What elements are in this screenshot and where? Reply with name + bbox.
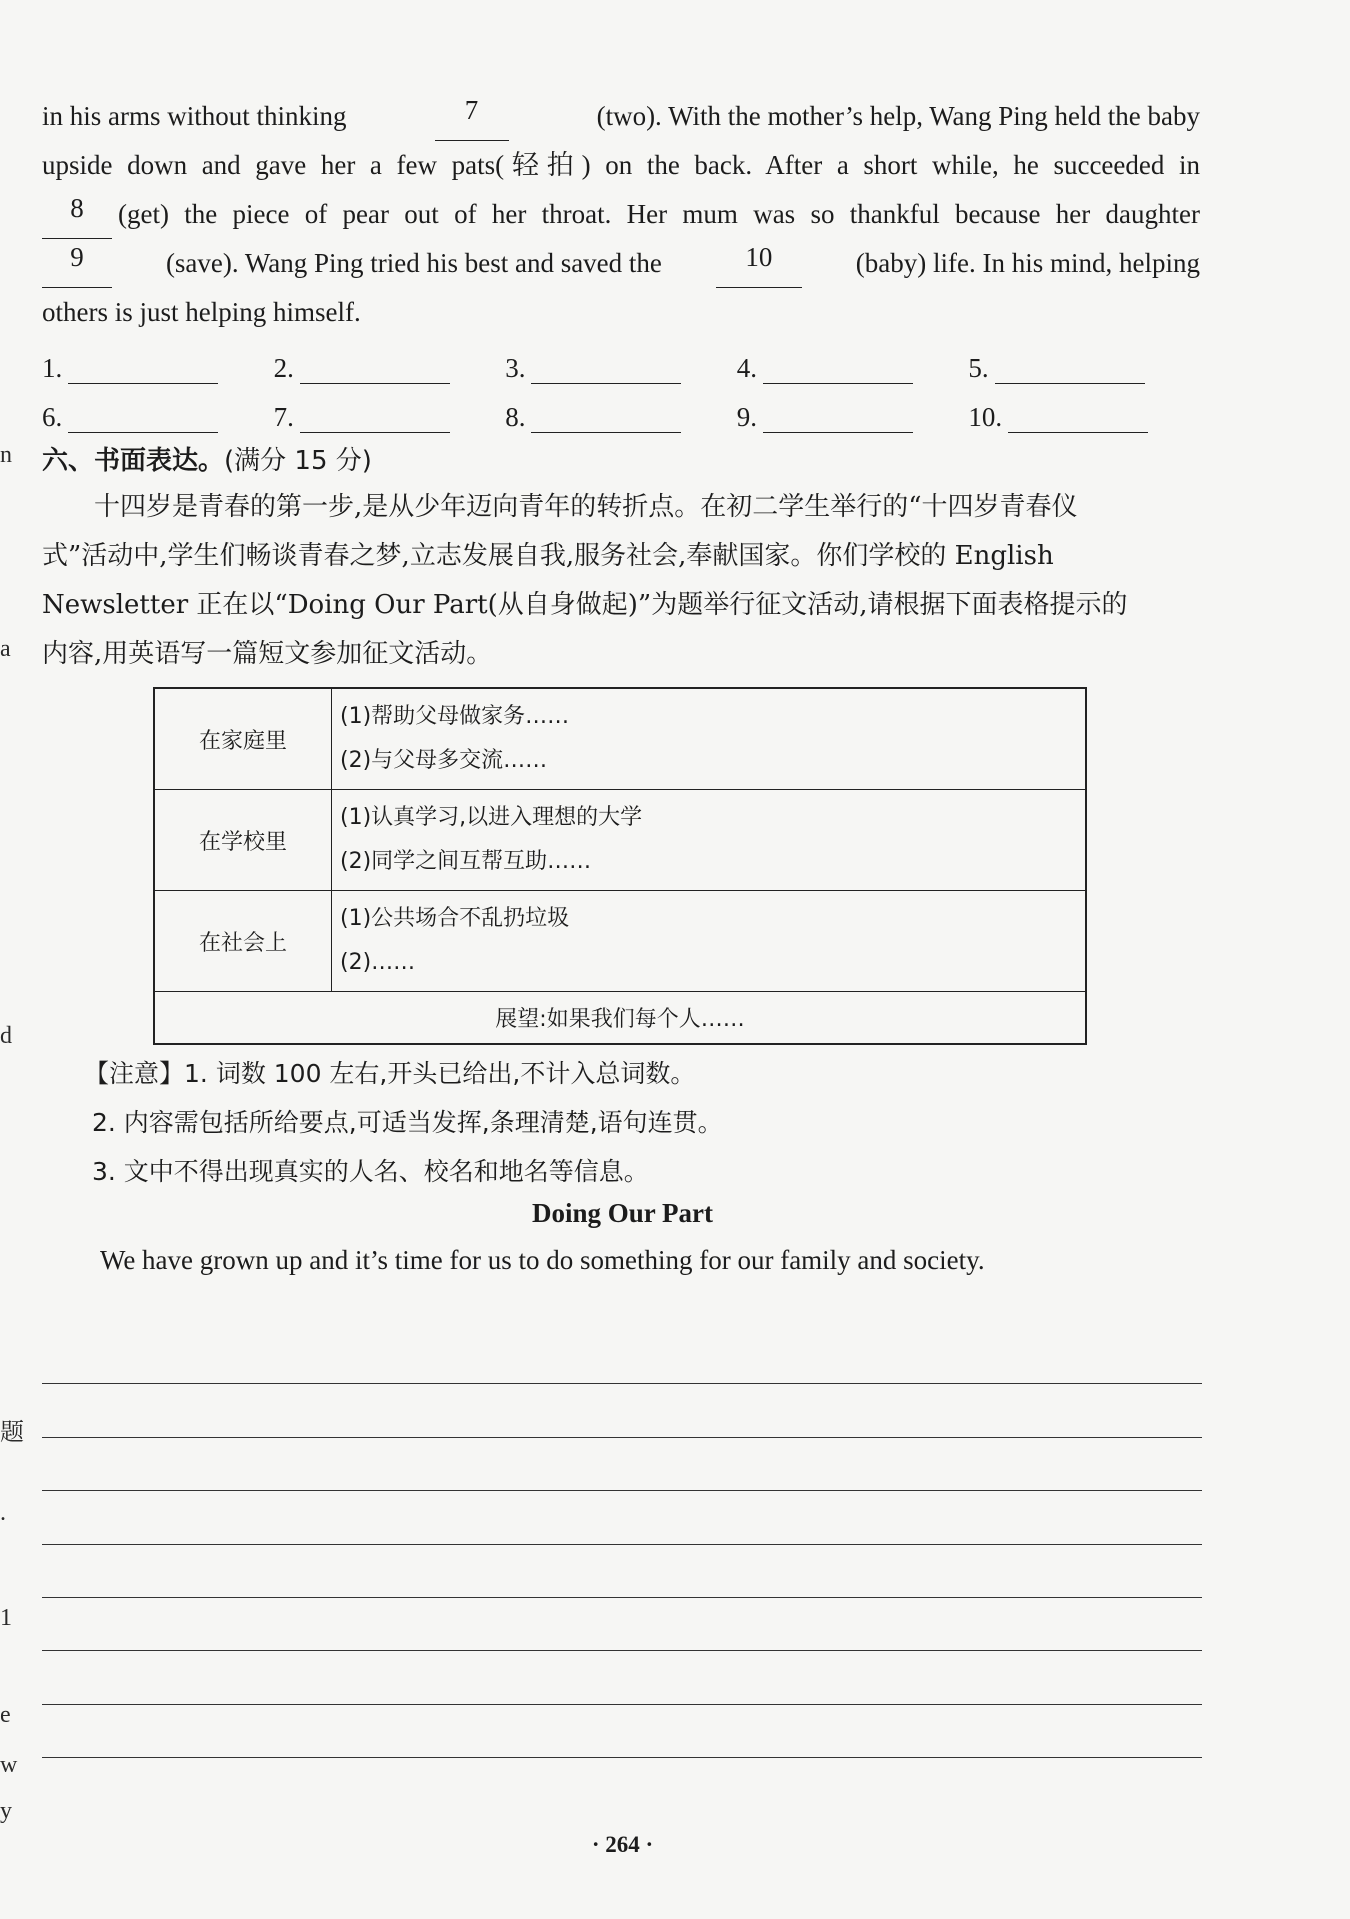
margin-fragment: a <box>0 636 11 662</box>
passage-line: others is just helping himself. <box>42 297 361 327</box>
answer-slot: 7. <box>274 402 506 433</box>
cloze-passage <box>42 92 1200 337</box>
writing-line[interactable] <box>42 1705 1202 1758</box>
writing-area[interactable] <box>42 1331 1202 1758</box>
passage-line: 8 (get) the piece of pear out of her throat. Her mum was so thankful because her daughter <box>42 190 1200 239</box>
answer-slot: 5. <box>968 353 1200 384</box>
answer-field[interactable] <box>531 404 681 433</box>
category-cell: 在社会上 <box>154 891 332 992</box>
answer-field[interactable] <box>300 404 450 433</box>
prompt-table <box>153 687 1087 1045</box>
writing-instructions: 十四岁是青春的第一步,是从少年迈向青年的转折点。在初二学生举行的“十四岁青春仪 式”活动中,学生们畅谈青春之梦,立志发展自我,服务社会,奉献国家。你们学校的 English Newsletter 正在以“Doing Our Part(从自身做起)”为题举行征文活动,请根据下面表格提示的 内容,用英语写一篇短文参加征文活动。 <box>42 492 1128 669</box>
writing-line[interactable] <box>42 1384 1202 1437</box>
answer-field[interactable] <box>763 355 913 384</box>
note-3: 3. 文中不得出现真实的人名、校名和地名等信息。 <box>92 1157 649 1186</box>
answer-slot: 9. <box>737 402 969 433</box>
notes <box>84 1049 723 1196</box>
items-cell: (1)公共场合不乱扔垃圾 (2)…… <box>332 891 1087 992</box>
blank-10: 10 <box>716 239 802 288</box>
answer-slot: 6. <box>42 402 274 433</box>
writing-line[interactable] <box>42 1438 1202 1491</box>
essay-opening: We have grown up and it’s time for us to do something for our family and society. <box>100 1245 985 1275</box>
items-cell: (1)帮助父母做家务…… (2)与父母多交流…… <box>332 688 1087 790</box>
table-row <box>154 688 1086 790</box>
blank-7: 7 <box>435 92 509 141</box>
margin-fragment: 题 <box>0 1420 24 1446</box>
items-cell: (1)认真学习,以进入理想的大学 (2)同学之间互帮互助…… <box>332 790 1087 891</box>
category-cell: 在学校里 <box>154 790 332 891</box>
margin-fragment: y <box>0 1798 12 1824</box>
note-2: 2. 内容需包括所给要点,可适当发挥,条理清楚,语句连贯。 <box>92 1108 723 1137</box>
margin-fragment: . <box>0 1500 6 1526</box>
note-1: 【注意】1. 词数 100 左右,开头已给出,不计入总词数。 <box>84 1059 696 1088</box>
answer-slot: 1. <box>42 353 274 384</box>
answer-slot: 4. <box>737 353 969 384</box>
answer-field[interactable] <box>1008 404 1148 433</box>
page-number: · 264 · <box>591 1832 654 1857</box>
answer-row <box>42 384 1200 433</box>
answer-field[interactable] <box>68 355 218 384</box>
answer-slot: 10. <box>968 402 1200 433</box>
writing-line[interactable] <box>42 1331 1202 1384</box>
writing-line[interactable] <box>42 1491 1202 1544</box>
margin-fragment: e <box>0 1702 11 1728</box>
writing-line[interactable] <box>42 1598 1202 1651</box>
outlook-cell: 展望:如果我们每个人…… <box>154 992 1086 1045</box>
margin-fragment: w <box>0 1752 18 1778</box>
blank-8: 8 <box>42 190 112 239</box>
table-row <box>154 790 1086 891</box>
answer-row <box>42 335 1200 384</box>
answer-slot: 3. <box>505 353 737 384</box>
table-row <box>154 992 1086 1045</box>
answer-slot: 2. <box>274 353 506 384</box>
answer-slot: 8. <box>505 402 737 433</box>
section-title: 六、书面表达。(满分 15 分) <box>42 446 372 476</box>
writing-line[interactable] <box>42 1651 1202 1704</box>
essay-title: Doing Our Part <box>532 1198 713 1228</box>
category-cell: 在家庭里 <box>154 688 332 790</box>
margin-fragment: d <box>0 1023 12 1049</box>
answer-field[interactable] <box>300 355 450 384</box>
table-row <box>154 891 1086 992</box>
passage-line: 9 (save). Wang Ping tried his best and saved the 10 (baby) life. In his mind, helping <box>42 239 1200 288</box>
answer-grid <box>42 335 1200 433</box>
answer-field[interactable] <box>68 404 218 433</box>
margin-fragment: n <box>0 442 12 468</box>
margin-fragment: 1 <box>0 1605 12 1631</box>
blank-9: 9 <box>42 239 112 288</box>
passage-line: in his arms without thinking 7 (two). With the mother’s help, Wang Ping held the baby <box>42 92 1200 141</box>
answer-field[interactable] <box>995 355 1145 384</box>
passage-line: upside down and gave her a few pats(轻拍) on the back. After a short while, he succeeded in <box>42 150 1200 180</box>
writing-line[interactable] <box>42 1545 1202 1598</box>
answer-field[interactable] <box>531 355 681 384</box>
answer-field[interactable] <box>763 404 913 433</box>
